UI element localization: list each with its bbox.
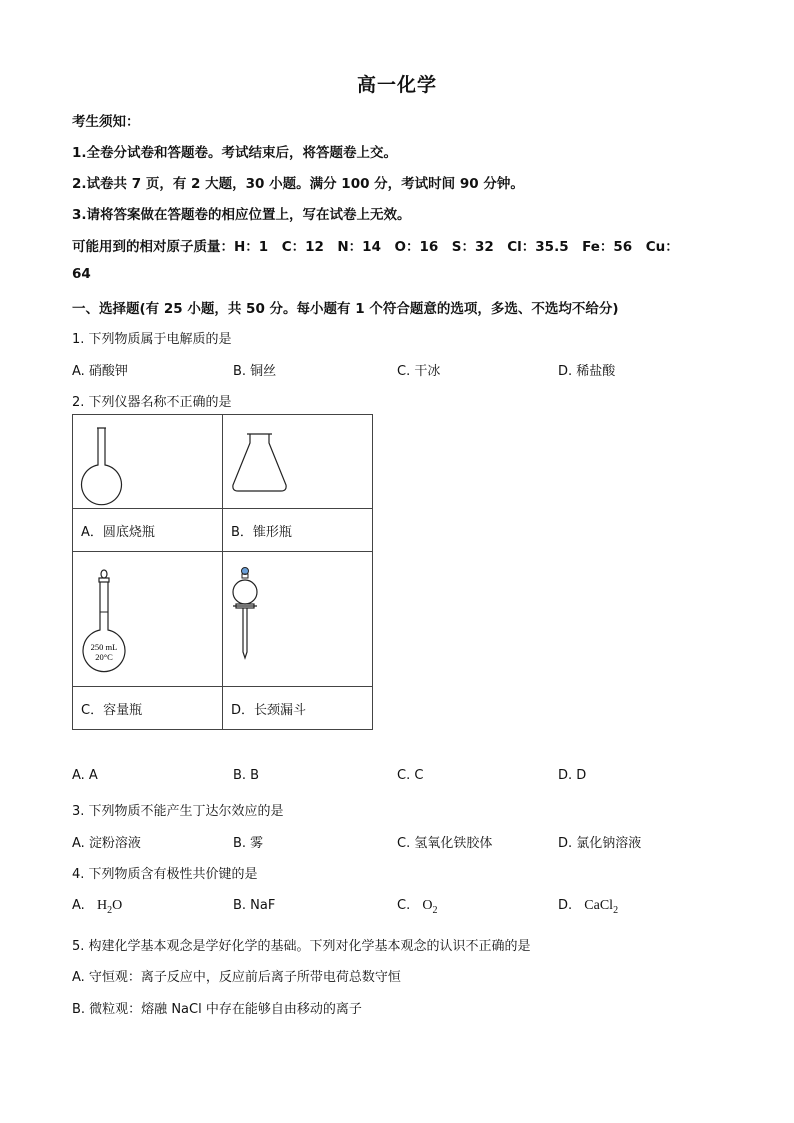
q3-option-d: D. 氯化钠溶液 bbox=[558, 836, 642, 851]
question-5-stem: 5. 构建化学基本观念是学好化学的基础。下列对化学基本观念的认识不正确的是 bbox=[72, 939, 531, 954]
formula-cacl2-main: CaCl bbox=[584, 898, 614, 913]
separatory-funnel-cell bbox=[223, 552, 373, 687]
q1-option-d: D. 稀盐酸 bbox=[558, 364, 616, 379]
notice-item-2: 2.试卷共 7 页，有 2 大题，30 小题。满分 100 分，考试时间 90 分钟。 bbox=[72, 176, 524, 192]
q4-option-a-letter: A. bbox=[72, 898, 85, 913]
volumetric-flask-icon bbox=[73, 552, 222, 686]
question-4-stem: 4. 下列物质含有极性共价键的是 bbox=[72, 867, 258, 882]
atomic-masses: 可能用到的相对原子质量：H：1 C：12 N：14 O：16 S：32 Cl：35.5 Fe：56 Cu： bbox=[72, 239, 679, 255]
q4-option-b: B. NaF bbox=[233, 898, 276, 913]
cell-label-a: A．圆底烧瓶 bbox=[73, 509, 223, 552]
notice-item-1: 1.全卷分试卷和答题卷。考试结束后，将答题卷上交。 bbox=[72, 145, 398, 161]
q4-option-d-letter: D. bbox=[558, 898, 573, 913]
question-2-stem: 2. 下列仪器名称不正确的是 bbox=[72, 395, 232, 410]
round-bottom-flask-cell bbox=[73, 415, 223, 509]
q5-option-a: A. 守恒观：离子反应中，反应前后离子所带电荷总数守恒 bbox=[72, 970, 401, 985]
q4-option-d bbox=[558, 898, 618, 916]
q1-option-a: A. 硝酸钾 bbox=[72, 364, 128, 379]
formula-o2-sub: 2 bbox=[432, 904, 438, 916]
instrument-table bbox=[72, 414, 373, 730]
atomic-masses-cont: 64 bbox=[72, 266, 91, 282]
erlenmeyer-flask-cell bbox=[223, 415, 373, 509]
notice-item-3: 3.请将答案做在答题卷的相应位置上，写在试卷上无效。 bbox=[72, 207, 411, 223]
formula-cacl2-sub: 2 bbox=[613, 904, 619, 916]
q3-option-a: A. 淀粉溶液 bbox=[72, 836, 141, 851]
notice-heading: 考生须知： bbox=[72, 114, 140, 130]
formula-o2-o: O bbox=[422, 898, 433, 913]
q3-option-c: C. 氢氧化铁胶体 bbox=[397, 836, 493, 851]
q4-option-c-letter: C. bbox=[397, 898, 411, 913]
q2-option-c: C. C bbox=[397, 768, 424, 783]
q2-option-a: A. A bbox=[72, 768, 98, 783]
q1-option-c: C. 干冰 bbox=[397, 364, 441, 379]
section-heading: 一、选择题(有 25 小题，共 50 分。每小题有 1 个符合题意的选项，多选、不选均不给分) bbox=[72, 301, 619, 317]
separatory-funnel-icon bbox=[223, 552, 372, 686]
formula-h2o-h: H bbox=[96, 898, 108, 913]
cell-label-b: B．锥形瓶 bbox=[223, 509, 373, 552]
formula-h2o bbox=[96, 898, 123, 916]
erlenmeyer-flask-icon bbox=[223, 415, 372, 508]
page-title: 高一化学 bbox=[356, 74, 437, 96]
formula-cacl2 bbox=[584, 898, 619, 916]
cell-label-d: D．长颈漏斗 bbox=[223, 687, 373, 730]
q4-option-a bbox=[72, 898, 122, 916]
formula-h2o-sub: 2 bbox=[107, 904, 113, 916]
question-3-stem: 3. 下列物质不能产生丁达尔效应的是 bbox=[72, 804, 284, 819]
formula-h2o-o: O bbox=[112, 898, 123, 913]
q3-option-b: B. 雾 bbox=[233, 836, 264, 851]
q2-option-b: B. B bbox=[233, 768, 260, 783]
q4-option-c bbox=[397, 898, 437, 916]
q1-option-b: B. 铜丝 bbox=[233, 364, 277, 379]
q5-option-b: B. 微粒观：熔融 NaCl 中存在能够自由移动的离子 bbox=[72, 1002, 362, 1017]
q2-option-d: D. D bbox=[558, 768, 587, 783]
formula-o2 bbox=[422, 898, 438, 916]
round-bottom-flask-icon bbox=[73, 415, 222, 508]
question-1-stem: 1. 下列物质属于电解质的是 bbox=[72, 332, 232, 347]
volumetric-flask-cell bbox=[73, 552, 223, 687]
flask-volume-label: 250 mL bbox=[90, 642, 118, 652]
cell-label-c: C．容量瓶 bbox=[73, 687, 223, 730]
flask-temp-label: 20°C bbox=[95, 652, 113, 662]
